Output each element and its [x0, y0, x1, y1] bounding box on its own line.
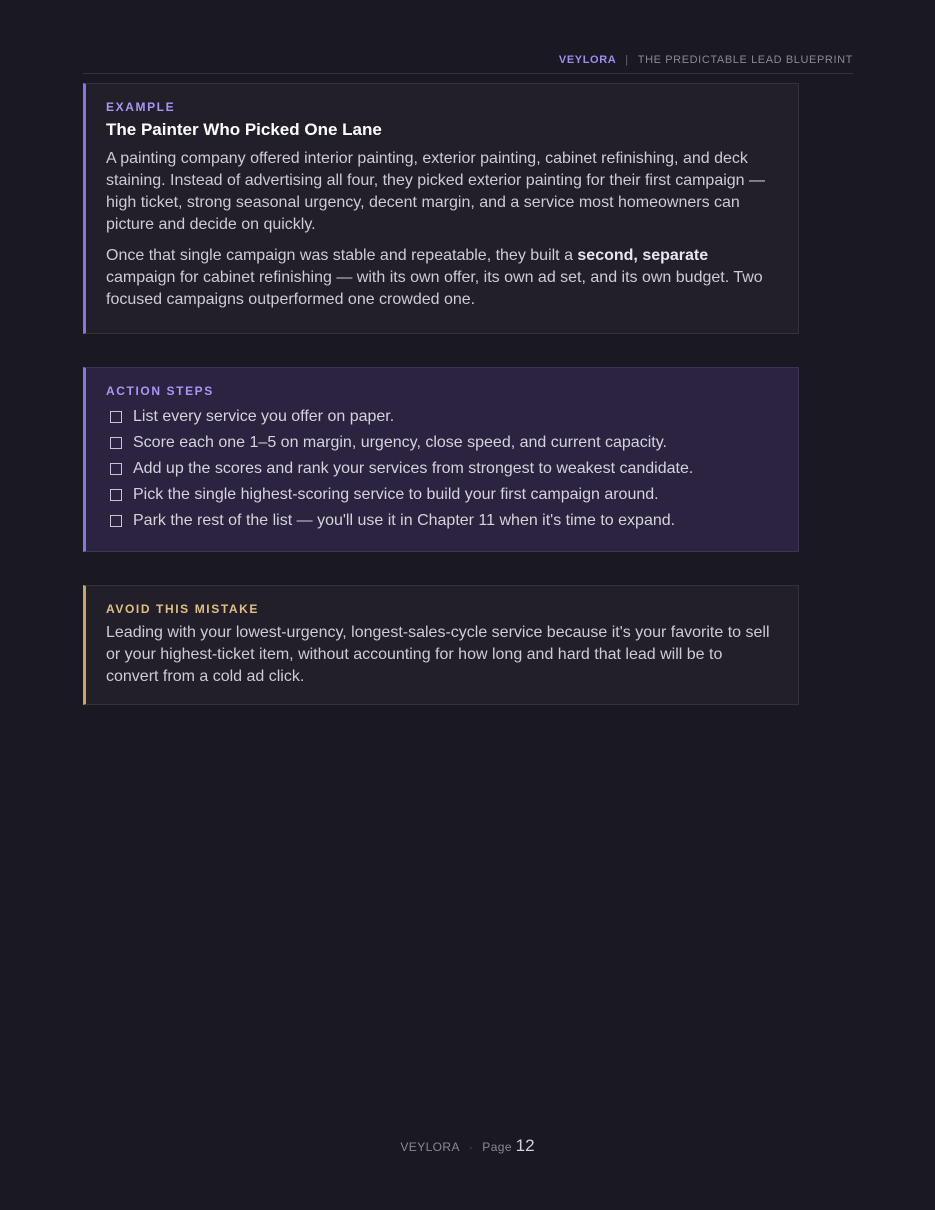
mistake-text: Leading with your lowest-urgency, longest-sales-cycle service because it's your favorite to sell or your highest-ticket item, without accounting for how long and hard that lead will be to convert from a cold ad click. [106, 624, 770, 685]
example-label: EXAMPLE [106, 100, 176, 114]
example-callout [83, 83, 799, 334]
action-steps-label: ACTION STEPS [106, 384, 214, 398]
action-step-item [106, 482, 778, 508]
example-paragraph-2-end: campaign for cabinet refinishing — with its own offer, its own ad set, and its own budget. Two focused campaigns outperformed one crowded one. [106, 269, 763, 308]
action-step-item [106, 430, 778, 456]
action-step-item [106, 404, 778, 430]
header-book-title: THE PREDICTABLE LEAD BLUEPRINT [637, 54, 853, 66]
checkbox-icon[interactable] [110, 463, 122, 475]
avoid-mistake-callout [83, 585, 799, 705]
action-step-item [106, 456, 778, 482]
action-step-text: Score each one 1–5 on margin, urgency, close speed, and current capacity. [133, 434, 667, 451]
example-title: The Painter Who Picked One Lane [106, 120, 382, 139]
footer-page-label: Page [482, 1140, 512, 1154]
example-paragraph-2-start: Once that single campaign was stable and repeatable, they built a [106, 247, 578, 264]
checkbox-icon[interactable] [110, 411, 122, 423]
action-step-text: Add up the scores and rank your services from strongest to weakest candidate. [133, 460, 694, 477]
checkbox-icon[interactable] [110, 489, 122, 501]
example-paragraph-1: A painting company offered interior painting, exterior painting, cabinet refinishing, and deck staining. Instead of advertising all four, they picked exterior painting for their first campaign — high ticket, strong seasonal urgency, decent margin, and a service most homeowners can picture and decide on quickly. [106, 150, 766, 233]
checkbox-icon[interactable] [110, 515, 122, 527]
header-separator: | [625, 54, 629, 66]
action-step-text: List every service you offer on paper. [133, 408, 395, 425]
footer-brand: VEYLORA [400, 1140, 460, 1154]
header-brand: VEYLORA [558, 54, 617, 66]
page-number: 12 [515, 1136, 535, 1155]
page-footer [0, 1136, 935, 1156]
mistake-label: AVOID THIS MISTAKE [106, 602, 260, 616]
action-steps-callout [83, 367, 799, 552]
action-step-text: Pick the single highest-scoring service to build your first campaign around. [133, 486, 659, 503]
checkbox-icon[interactable] [110, 437, 122, 449]
action-step-item [106, 508, 778, 534]
example-paragraph-2 [106, 245, 778, 311]
example-paragraph-2-emphasis: second, separate [577, 247, 709, 264]
running-header [83, 53, 853, 74]
action-step-text: Park the rest of the list — you'll use it in Chapter 11 when it's time to expand. [133, 512, 676, 529]
footer-dot: · [468, 1140, 474, 1154]
action-steps-list [106, 404, 778, 534]
